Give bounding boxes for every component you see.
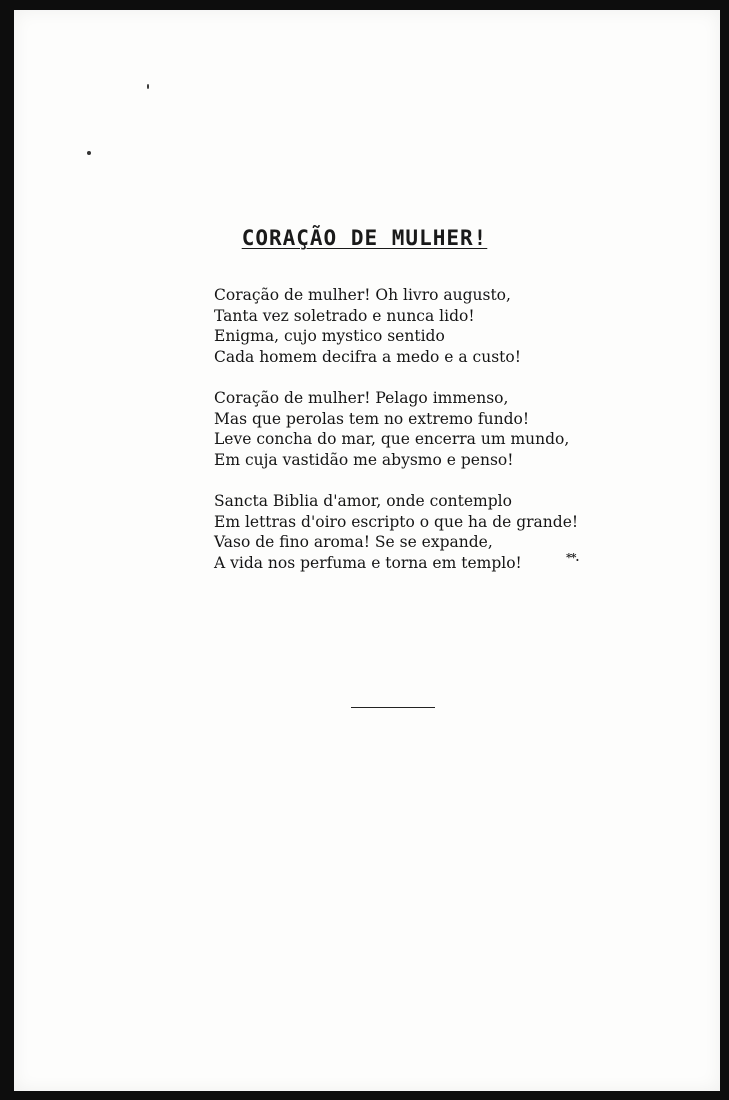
poem-line: Vaso de fino aroma! Se se expande, xyxy=(214,533,493,551)
poem-line: Coração de mulher! Oh livro augusto, xyxy=(214,286,511,304)
poem-line: Cada homem decifra a medo e a custo! xyxy=(214,347,521,366)
poem-line: A vida nos perfuma e torna em templo! xyxy=(214,553,522,572)
poem-title: CORAÇÃO DE MULHER! xyxy=(241,226,488,250)
ink-speck xyxy=(87,151,91,155)
stanza-1 xyxy=(214,285,578,367)
poem-body xyxy=(214,285,578,594)
ink-speck xyxy=(147,84,149,89)
stanza-2 xyxy=(214,388,578,470)
poem-line: Leve concha do mar, que encerra um mundo, xyxy=(214,430,570,448)
poem-line: Sancta Biblia d'amor, onde contemplo xyxy=(214,492,512,510)
poem-line: Tanta vez soletrado e nunca lido! xyxy=(214,306,475,325)
poem-line: Coração de mulher! Pelago immenso, xyxy=(214,389,509,407)
section-divider xyxy=(351,707,435,708)
poem-line: Em lettras d'oiro escripto o que ha de grande! xyxy=(214,512,579,531)
poem-line: Mas que perolas tem no extremo fundo! xyxy=(214,409,530,428)
poem-line: Em cuja vastidão me abysmo e penso! xyxy=(214,450,514,469)
stanza-3 xyxy=(214,491,578,573)
poem-line: Enigma, cujo mystico sentido xyxy=(214,327,445,345)
author-signature: **. xyxy=(566,551,579,564)
